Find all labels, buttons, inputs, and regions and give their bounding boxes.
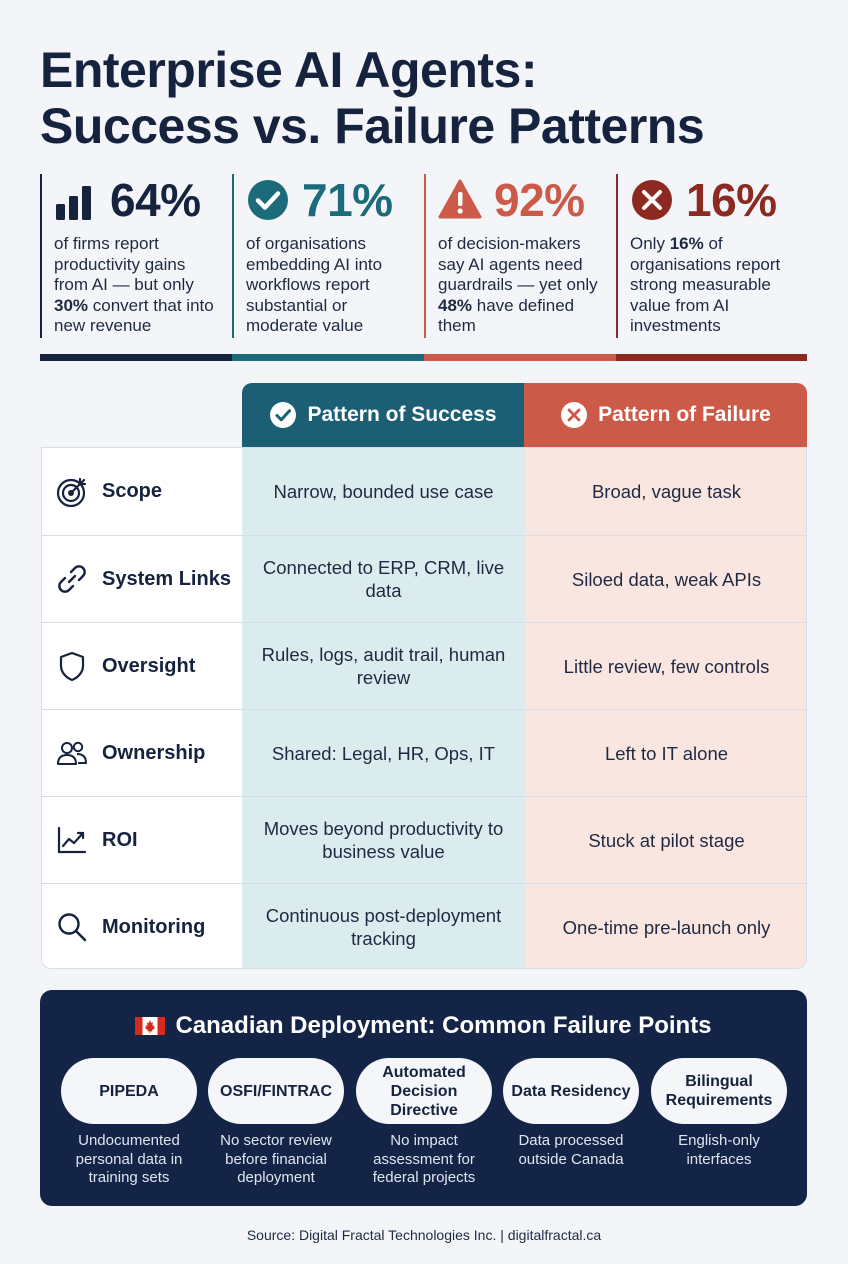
failure-point-pill: Data Residency xyxy=(503,1058,639,1124)
divider xyxy=(424,174,426,338)
color-bar xyxy=(232,354,424,361)
success-cell: Narrow, bounded use case xyxy=(242,448,525,535)
success-cell: Shared: Legal, HR, Ops, IT xyxy=(242,710,525,796)
row-label: ROI xyxy=(102,828,138,851)
panel-title xyxy=(40,1012,807,1040)
trend-up-icon xyxy=(56,824,88,856)
row-label-cell xyxy=(42,448,242,535)
row-label-cell xyxy=(42,623,242,709)
bar-chart-icon xyxy=(54,178,98,222)
success-header-label: Pattern of Success xyxy=(307,403,497,426)
stat-value: 71% xyxy=(302,174,393,226)
canada-flag-icon xyxy=(135,1017,165,1035)
table-row xyxy=(42,448,807,535)
failure-point-desc: No impact assessment for federal projects xyxy=(372,1132,476,1186)
stat-description: of organisations embedding AI into workflows report substantial or moderate value xyxy=(246,234,383,335)
stat-value: 64% xyxy=(110,174,201,226)
failure-point-pill: PIPEDA xyxy=(61,1058,197,1124)
page-title xyxy=(40,42,820,154)
failure-point-desc: English-only interfaces xyxy=(678,1132,760,1168)
source-footer: Source: Digital Fractal Technologies Inc. | digitalfractal.ca xyxy=(246,1227,602,1243)
canada-panel xyxy=(40,990,807,1206)
failure-cell: Little review, few controls xyxy=(525,623,807,709)
people-icon xyxy=(56,737,88,769)
success-cell: Moves beyond productivity to business value xyxy=(242,797,525,883)
stat-card xyxy=(616,172,808,340)
failure-point-desc: Data processed outside Canada xyxy=(518,1132,624,1168)
failure-point-pill: OSFI/FINTRAC xyxy=(208,1058,344,1124)
title-line-2: Success vs. Failure Patterns xyxy=(40,98,705,154)
table-row xyxy=(42,622,807,709)
failure-point-pill: Automated Decision Directive xyxy=(356,1058,492,1124)
stat-value: 92% xyxy=(494,174,585,226)
failure-header-label: Pattern of Failure xyxy=(598,403,771,426)
stat-card xyxy=(232,172,424,340)
failure-cell: Stuck at pilot stage xyxy=(525,797,807,883)
success-header xyxy=(242,383,524,447)
stat-value: 16% xyxy=(686,174,777,226)
success-cell: Rules, logs, audit trail, human review xyxy=(242,623,525,709)
divider xyxy=(232,174,234,338)
color-bar xyxy=(424,354,616,361)
failure-cell: One-time pre-launch only xyxy=(525,884,807,969)
success-cell: Connected to ERP, CRM, live data xyxy=(242,536,525,622)
search-icon xyxy=(56,911,88,943)
color-bar xyxy=(616,354,807,361)
warning-icon xyxy=(438,178,482,222)
stat-card xyxy=(424,172,616,340)
failure-point-pill: Bilingual Requirements xyxy=(651,1058,787,1124)
check-circle-icon xyxy=(246,178,290,222)
row-label-cell xyxy=(42,797,242,883)
shield-icon xyxy=(56,650,88,682)
color-bar xyxy=(40,354,232,361)
row-label-cell xyxy=(42,884,242,969)
panel-title-text: Canadian Deployment: Common Failure Points xyxy=(175,1012,712,1039)
row-label: Ownership xyxy=(102,741,206,764)
table-row xyxy=(42,883,807,969)
success-cell: Continuous post-deployment tracking xyxy=(242,884,525,969)
stat-card xyxy=(40,172,232,340)
divider xyxy=(40,174,42,338)
row-label: Monitoring xyxy=(102,915,206,938)
check-circle-icon xyxy=(269,401,297,429)
stats-row xyxy=(40,172,807,362)
row-label-cell xyxy=(42,536,242,622)
title-line-1: Enterprise AI Agents: xyxy=(40,42,537,98)
x-circle-icon xyxy=(560,401,588,429)
link-icon xyxy=(56,563,88,595)
failure-cell: Left to IT alone xyxy=(525,710,807,796)
failure-header xyxy=(524,383,807,447)
failure-cell: Siloed data, weak APIs xyxy=(525,536,807,622)
table-row xyxy=(42,709,807,796)
table-row xyxy=(42,796,807,883)
row-label: Scope xyxy=(102,480,163,502)
row-label: Oversight xyxy=(102,654,196,677)
divider xyxy=(616,174,618,338)
failure-point-desc: Undocumented personal data in training sets xyxy=(75,1132,183,1186)
table-row xyxy=(42,535,807,622)
comparison-table xyxy=(41,447,807,969)
stat-description: of firms report productivity gains from AI — but only 30% convert that into new revenue xyxy=(54,234,214,335)
failure-cell: Broad, vague task xyxy=(525,448,807,535)
failure-point-desc: No sector review before financial deployment xyxy=(220,1132,332,1186)
target-icon xyxy=(56,476,88,508)
stat-description: of decision-makers say AI agents need guardrails — yet only 48% have defined them xyxy=(438,234,598,335)
row-label: System Links xyxy=(102,567,231,590)
x-circle-icon xyxy=(630,178,674,222)
row-label-cell xyxy=(42,710,242,796)
stat-description: Only 16% of organisations report strong measurable value from AI investments xyxy=(630,234,781,335)
